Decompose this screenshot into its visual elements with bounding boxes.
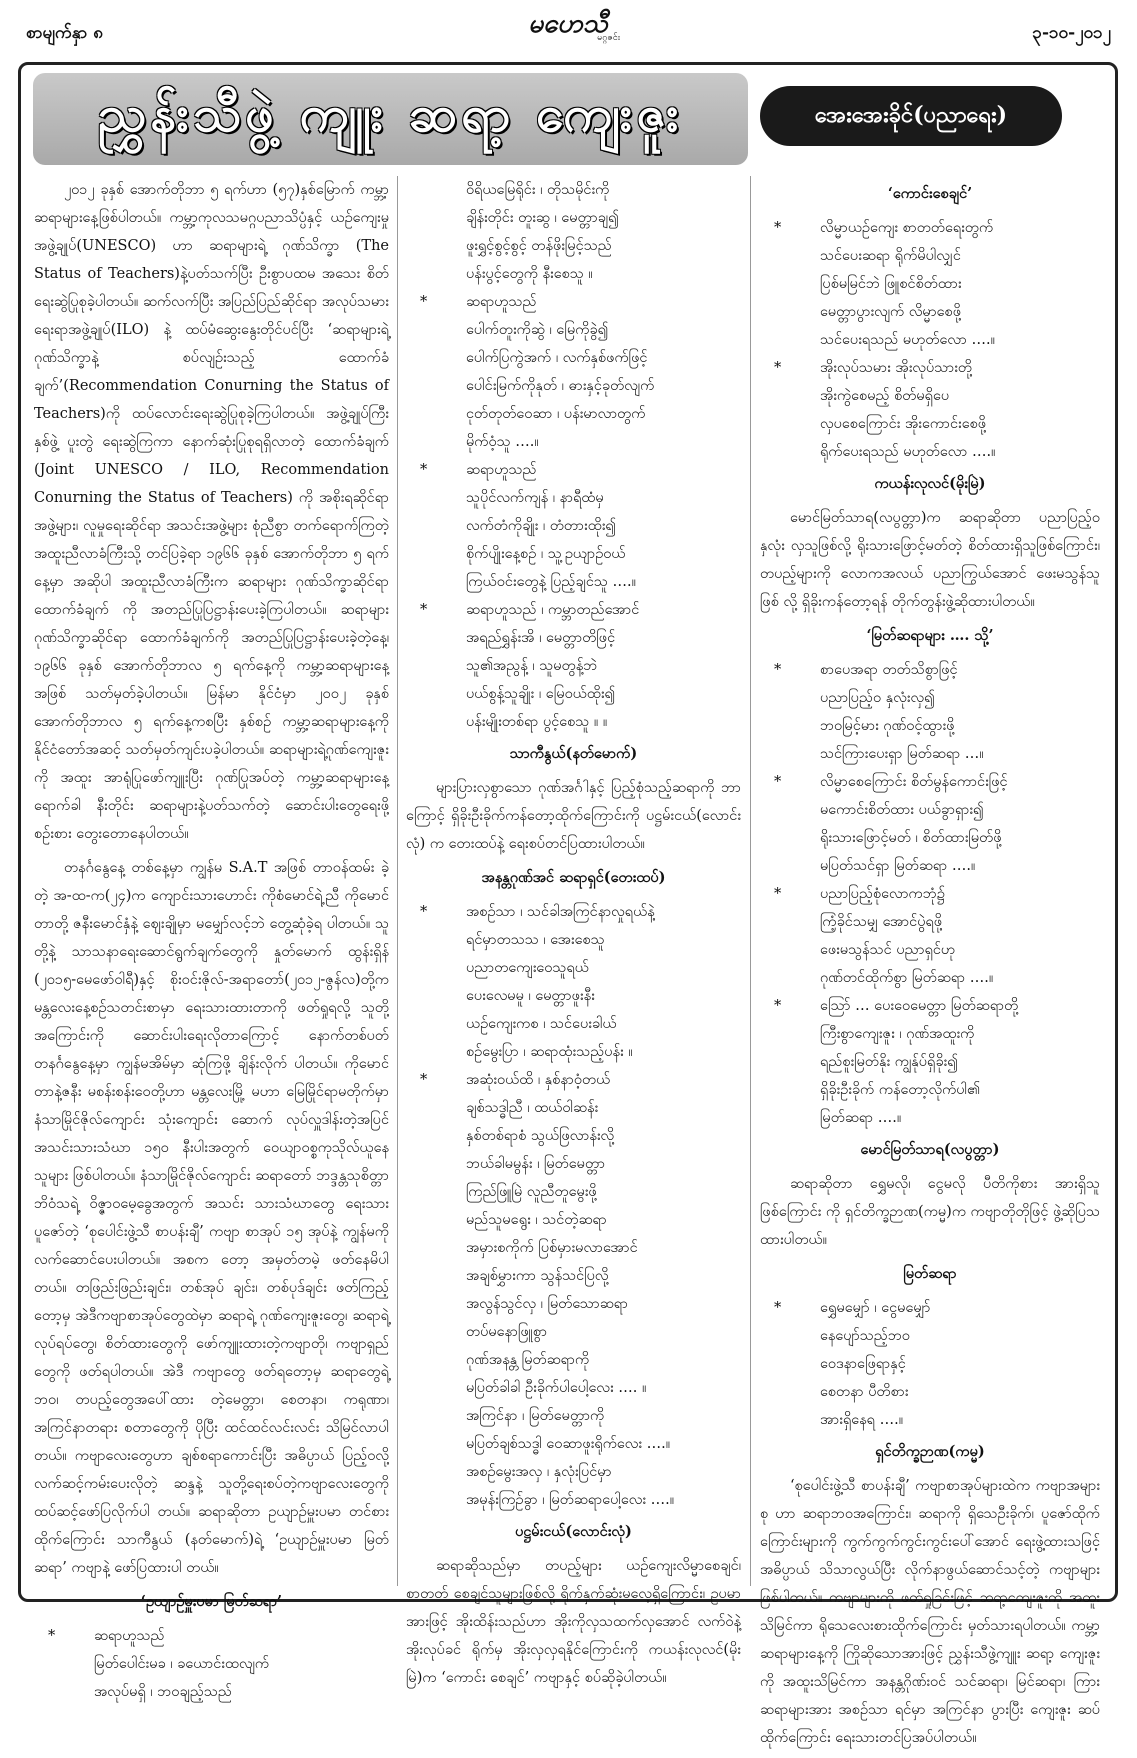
poem-heading: ကယန်းလုလင်(မိုးမြဲ) bbox=[874, 475, 986, 492]
poem-line: အလုပ်မရှိ ၊ ဘဝချည့်သည် bbox=[94, 1684, 232, 1700]
body-paragraph: ‘စုပေါင်းဖွဲ့သီ စာပန်းချီ’ ကဗျာစာအုပ်များထဲက ကဗျာအများစု ဟာ ဆရာဘဝအကြောင်း၊ ဆရာကို ရှိသေဦးခိုက်၊ ပူဇော်ထိုက် ကြောင်းများကို ကွက်ကွက်ကွင်းကွင်းပေါ်အောင် ရေးဖွဲ့ထားသဖြင့် အဓိပ္ပာယ် သိသာလွယ်ပြီး လိုက်နာဖွယ်ဆောင်သင့်တဲ့ ကဗျာများ ဖြစ်ပါတယ်။ ကဗျာများကို ဖတ်ရှုခြင်းဖြင့် ဆရာ့ကျေးဇူးကို အထူး သိမြင်ကာ ရိုသေလေးစားထိုက်ကြောင်း မှတ်သားရပါတယ်။ ကမ္ဘာ့ဆရာများနေ့ကို ကြိုဆိုသောအားဖြင့် ညွှန်းသီဖွဲ့ကျူး ဆရာ့ ကျေးဇူးကို အထူးသိမြင်ကာ အနန္တဂိုဏ်းဝင် သင်ဆရာ၊ မြင်ဆရာ၊ ကြားဆရာများအား အစဉ်သာ ရင်မှာ အကြင်နာ ပွားပြီး ကျေးဇူး ဆပ်ထိုက်ကြောင်း ရေးသားတင်ပြအပ်ပါတယ်။ bbox=[760, 1478, 1100, 1746]
poem-line: ချိန်းတိုင်း တူးဆွ ၊ မေတ္တာချ၍ bbox=[466, 210, 619, 226]
masthead-logo bbox=[508, 6, 628, 46]
masthead-subtitle: မဂ္ဂဇင်း bbox=[597, 33, 620, 43]
poem-line: မြတ်ဆရာ ….။ bbox=[820, 1110, 902, 1126]
poem-line: ကြီးစွာကျေးဇူး ၊ ဂုဏ်အထူးကို bbox=[820, 1026, 975, 1042]
poem-line: * ဆရာဟူသည် bbox=[34, 1622, 389, 1650]
poem-line: သင်ပေးဆရာ ရိုက်မိပါလျှင် bbox=[820, 248, 961, 264]
poem-line: ဂုဏ်တင်ထိုက်စွာ မြတ်ဆရာ ….။ bbox=[820, 970, 994, 986]
poem-line: စေတနာ ပီတိစား bbox=[820, 1384, 909, 1400]
poem-line: မပြတ်ချစ်သဒ္ဓါ ဝေဆာဖူးရိုက်လေး ….။ bbox=[466, 1436, 671, 1452]
poem-line: နှစ်တစ်ရာစံ သွယ်ဖြလာန်းလို့ bbox=[466, 1128, 615, 1144]
poem-line: ပေါင်းမြက်ကိုနုတ် ၊ ဓားနှင့်ခုတ်လျက် bbox=[466, 378, 655, 394]
poem-heading: မောင်မြတ်သာရ(လပွတ္တာ) bbox=[860, 1141, 1000, 1158]
poem-line: အစဉ်မွေးအလှ ၊ နှလုံးပြင်မှာ bbox=[466, 1464, 612, 1480]
poem-line: ပယ်စွန့်သူချိုး ၊ မြေဝယ်ထိုး၍ bbox=[466, 686, 616, 702]
page-header bbox=[0, 0, 1137, 58]
poem-line: မြတ်ပေါင်းမခ ၊ ခယောင်းထလျက် bbox=[94, 1656, 270, 1672]
poem-line: အလွန်သွင်လှ ၊ မြတ်သောဆရာ bbox=[466, 1296, 629, 1312]
poem-line: * အိုးလုပ်သမား အိုးလုပ်သားတို့ bbox=[760, 354, 1100, 382]
body-paragraph: ဆရာဆိုသည်မှာ တပည့်များ ယဉ်ကျေးလိမ္မာစေချင်၊ စာတတ် စေချင်သူများဖြစ်လို့ ရိုက်နှက်ဆုံးမလေ့ရှိကြောင်း၊ ဥပမာအားဖြင့် အိုးထိန်းသည်ဟာ အိုးကိုလှသထက်လှအောင် လက်ဝဲနဲ့ အိုးလုပ်ခင် ရိုက်မှ အိုးလှလှရနိုင်ကြောင်းကို ကယန်းလုလင်(မိုးမြဲ)က ‘ကောင်း စေချင်’ ကဗျာနှင့် စပ်ဆိုခဲ့ပါတယ်။ bbox=[406, 1558, 741, 1686]
body-paragraph: ဆရာဆိုတာ ရွှေမလို၊ ငွေမလို ပီတိကိုစား အားရှိသူဖြစ်ကြောင်း ကို ရှင်တိက္ခဉာဏ(ကမ္မ)က ကဗျာတိုတိုဖြင့် ဖွဲ့ဆိုပြသထားပါတယ်။ bbox=[760, 1176, 1100, 1248]
poem-line: ဘဝမြင့်မား ဂုဏ်ဝင့်ထွားဖို့ bbox=[820, 718, 955, 734]
poem-heading: ‘ကောင်းစေချင်’ bbox=[887, 185, 973, 202]
poem-heading: အနန္တဂုဏ်အင် ဆရာရှင်(တေးထပ်) bbox=[481, 869, 666, 886]
poem-line: ရင်မှာတသသ ၊ အေးစေသူ bbox=[466, 932, 605, 948]
poem-heading: ပဋ္ဌမ်းငယ်(လောင်းလုံ) bbox=[515, 1523, 632, 1540]
poem-line: ငုတ်တုတ်ဝေဆာ ၊ ပန်းမာလာတွက် bbox=[466, 406, 646, 422]
article-column-2 bbox=[406, 176, 741, 1698]
poem-line: သူ၏အညွန့် ၊ သူမတွန့်ဘဲ bbox=[466, 658, 598, 674]
column-divider bbox=[397, 176, 398, 1586]
poem-line: အမုန်းကြဉ်ခွာ ၊ မြတ်ဆရာပေါ့လေး ….။ bbox=[466, 1492, 675, 1508]
poem-line: ပေါက်တူးကိုဆွဲ ၊ မြေကိုခွဲ၍ bbox=[466, 322, 609, 338]
poem-line: အချစ်မွှားကာ သွန်သင်ပြလို့ bbox=[466, 1268, 609, 1284]
body-paragraph: မောင်မြတ်သာရ(လပွတ္တာ)က ဆရာဆိုတာ ပညာပြည့်ဝ နှလုံး လှသူဖြစ်လို့ ရိုးသားဖြောင့်မတ်တဲ့ စိတ်ထားရှိသူဖြစ်ကြောင်း၊ တပည့်များကို လောကအလယ် ပညာကြွယ်အောင် ဖေးမသွန်သူဖြစ် လို့ ရှိခိုးကန်တော့ရန် တိုက်တွန်းဖွဲ့ဆိုထားပါတယ်။ bbox=[760, 510, 1100, 610]
poem-line: * ဆရာဟူသည် bbox=[406, 288, 741, 316]
poem-line: ဝိရိယမြေရိုင်း ၊ တိုသမိုင်းကို bbox=[466, 182, 610, 198]
poem-line: * လိမ္မာစေကြောင်း စိတ်မွန်ကောင်းဖြင့် bbox=[760, 768, 1100, 796]
poem-line: * သြော် … ပေးဝေမေတ္တာ မြတ်ဆရာတို့ bbox=[760, 992, 1100, 1020]
poem-line: အားရှိနေရ ….။ bbox=[820, 1412, 904, 1428]
poem-line: ပေးလေမမူ ၊ မေတ္တာဖူးနီး bbox=[466, 988, 595, 1004]
poem-line: ကြံ့ခိုင်သမျှ အောင်ပွဲရဖို့ bbox=[820, 914, 943, 930]
poem-line: * ဆရာဟူသည် ၊ ကမ္ဘာတည်အောင် bbox=[406, 596, 741, 624]
poem-line: ယဉ်ကျေးကစ ၊ သင်ပေးခါယ် bbox=[466, 1016, 617, 1032]
poem-line: * အဆုံးဝယ်ထိ ၊ နှစ်နာဝံ့တယ် bbox=[406, 1066, 741, 1094]
poem-line: ရိုက်ပေးရသည် မဟုတ်လော ….။ bbox=[820, 444, 996, 460]
poem-line: မပြတ်သင်ရှာ မြတ်ဆရာ ….။ bbox=[820, 858, 976, 874]
poem-line: ဝေဒနာဖြေရာနှင့် bbox=[820, 1356, 906, 1372]
headline-banner bbox=[33, 73, 748, 165]
body-paragraph: များပြားလှစွာသော ဂုဏ်အင်္ဂါနှင့် ပြည့်စုံသည့်ဆရာကို ဘာ ကြောင့် ရှိခိုးဦးခိုက်ကန်တော့ထိုက်ကြောင်းကို ပဋ္ဌမ်းငယ်(လောင်းလုံ) က တေးထပ်နဲ့ ရေးစပ်တင်ပြထားပါတယ်။ bbox=[406, 780, 741, 852]
poem-line: စဉ်မွေးပြာ ၊ ဆရာထုံးသည့်ပန်း ။ bbox=[466, 1044, 633, 1060]
poem-line: စိုက်ပျိုးနေ့စဉ် ၊ သူ့ဥယျာဉ်ဝယ် bbox=[466, 546, 626, 562]
poem-line: ကြည်ဖြူမြဲ လူညီတူမွေးဖို့ bbox=[466, 1184, 597, 1200]
poem-line: ပြစ်မမြင်ဘဲ ဖြူစင်စိတ်ထား bbox=[820, 276, 962, 292]
poem-line: ပန်းမျိုးတစ်ရာ ပွင့်စေသူ ။ ။ bbox=[466, 714, 608, 730]
poem-line: မပြတ်ခါခါ ဦးခိုက်ပါပေါ့လေး …. ။ bbox=[466, 1380, 647, 1396]
poem-line: * ဆရာဟူသည် bbox=[406, 456, 741, 484]
poem-line: ပန်းပွင့်တွေကို နီးစေသူ ။ bbox=[466, 266, 593, 282]
poem-heading: သာကီနွယ်(နတ်မောက်) bbox=[509, 745, 638, 762]
poem-line: ဂုဏ်အနန္တ မြတ်ဆရာကို bbox=[466, 1352, 590, 1368]
poem-line: ပေါက်ပြကွဲအက် ၊ လက်နှစ်ဖက်ဖြင့် bbox=[466, 350, 648, 366]
poem-line: ဖေးမသွန်သင် ပညာရှင်ဟု bbox=[820, 942, 956, 958]
poem-line: * ပညာပြည့်စုံလောကဘုံ၌ bbox=[760, 880, 1100, 908]
poem-line: မေတ္တာပွားလျက် လိမ္မာစေဖို့ bbox=[820, 304, 961, 320]
page-number: စာမျက်နှာ ၈ bbox=[26, 23, 103, 43]
poem-line: သင်ပေးရသည် မဟုတ်လော ….။ bbox=[820, 332, 995, 348]
poem-line: မကောင်းစိတ်ထား ပယ်ခွာရှား၍ bbox=[820, 802, 984, 818]
article-column-1 bbox=[34, 176, 389, 1706]
poem-heading: ‘ဥယျာဉ်မှူးပမာ မြတ်ဆရာ’ bbox=[140, 1593, 283, 1610]
poem-line: မိုက်ဝံ့သူ ….။ bbox=[466, 434, 539, 450]
poem-heading: ရှင်တိက္ခဉာဏ(ကမ္မ) bbox=[875, 1443, 985, 1460]
poem-line: ရည်စူးမြတ်နိုး ကျွန်ုပ်ရှိခိုး၍ bbox=[820, 1054, 959, 1070]
poem-heading: ‘မြတ်ဆရာများ …. သို့’ bbox=[866, 627, 994, 644]
poem-line: ဘယ်ခါမမွန်း ၊ မြတ်မေတ္တာ bbox=[466, 1156, 606, 1172]
poem-line: * အစဉ်သာ ၊ သင်ခါအကြင်နာလှုရယ်နဲ့ bbox=[406, 898, 741, 926]
column-divider bbox=[750, 176, 751, 1586]
poem-line: တပ်မနောဖြူစွာ bbox=[466, 1324, 548, 1340]
author-badge bbox=[760, 86, 1062, 146]
poem-line: လှပစေကြောင်း အိုးကောင်းစေဖို့ bbox=[820, 416, 987, 432]
article-column-3 bbox=[760, 176, 1100, 1758]
body-paragraph: တနင်္ဂနွေနေ့ တစ်နေ့မှာ ကျွန်မ S.A.T အဖြစ် တာဝန်ထမ်း ခဲ့တဲ့ အ-ထ-က(၂၄)က ကျောင်းသားဟောင်း ကိုစံမောင်ရဲ့ညီ ကိုမောင်တာတို့ ဇနီးမောင်နှံနဲ့ ဈေးချိုမှာ မမျှော်လင့်ဘဲ တွေ့ဆုံခဲ့ရ ပါတယ်။ သူတို့နဲ့ သာသနာရေးဆောင်ရွက်ချက်တွေကို နှုတ်မောက် ထွန်းရှိန် (၂၀၁၅-မေဖော်ဝါရီ)နှင့် စိုးဝင်းဇိုလ်-အရာတော်(၂၀၁၂-ဇွန်လ)တို့က မန္တလေးနေ့စဉ်သတင်းစာမှာ ရေးသားထားတာကို ဖတ်ရှုရလို့ သူတို့အကြောင်းကို ဆောင်းပါးရေးလိုတာကြောင့် နောက်တစ်ပတ် တနင်္ဂနွေနေ့မှာ ကျွန်မအိမ်မှာ ဆုံကြဖို့ ချိန်းလိုက် ပါတယ်။ ကိုမောင်တာနဲ့ဇနီး မစန်းစန်းဝေတို့ဟာ မန္တလေးမြို့ မဟာ မြေမြိုင်ရာမတိုက်မှာ နံသာမြိုင်ဇိုလ်ကျောင်း သုံးကျောင်း ဆောက် လုပ်လှူဒါန်းတဲ့အပြင် အသင်းသားသံဃာ ၁၅၀ နီးပါးအတွက် ဝေယျာဝစ္စကုသိုလ်ယူနေသူများ ဖြစ်ပါတယ်။ နံသာမြိုင်ဇိုလ်ကျောင်း ဆရာတော် ဘဒ္ဒန္တသုစိတ္တာဘိဝံသရဲ့ ဝိဇ္ဇာဝမေ့ခွေအတွက် အသင်း သားသံဃာတွေ ရေးသားပူဇော်တဲ့ ‘စုပေါင်းဖွဲ့သီ စာပန်းချီ’ ကဗျာ စာအုပ် ၁၅ အုပ်နဲ့ ကျွန်မကို လက်ဆောင်ပေးပါတယ်။ အစက တော့ အမှတ်တမဲ့ ဖတ်နေမိပါတယ်။ တဖြည်းဖြည်းချင်း၊ တစ်အုပ် ချင်း၊ တစ်ပုဒ်ချင်း ဖတ်ကြည့်တော့မှ အဲဒီကဗျာစာအုပ်တွေထဲမှာ ဆရာရဲ့ ဂုဏ်ကျေးဇူးတွေ၊ ဆရာရဲ့လုပ်ရပ်တွေ၊ စိတ်ထားတွေကို ဖော်ကျူးထားတဲ့ကဗျာတို၊ ကဗျာရှည်တွေကို ဖတ်ရပါတယ်။ အဲဒီ ကဗျာတွေ ဖတ်ရတော့မှ ဆရာတွေရဲ့ ဘဝ၊ တပည့်တွေအပေါ်ထား တဲ့မေတ္တာ၊ စေတနာ၊ ကရုဏာ၊ အကြင်နာတရား စတာတွေကို ပိုပြီး ထင်ထင်လင်းလင်း သိမြင်လာပါတယ်။ ကဗျာလေးတွေဟာ ချစ်စရာကောင်းပြီး အဓိပ္ပာယ် ပြည့်ဝလို့ လက်ဆင့်ကမ်းပေးလိုတဲ့ ဆန္ဒနဲ့ သူတို့ရေးစပ်တဲ့ကဗျာလေးတွေကို ထပ်ဆင့်ဖော်ပြလိုက်ပါ တယ်။ ဆရာဆိုတာ ဥယျာဉ်မှူးပမာ တင်စားထိုက်ကြောင်း သာကီနွယ် (နတ်မောက်)ရဲ့ ‘ဥယျာဉ်မှူးပမာ မြတ်ဆရာ’ ကဗျာနဲ့ ဖော်ပြထားပါ တယ်။ bbox=[34, 860, 389, 1576]
poem-heading: မြတ်ဆရာ bbox=[903, 1265, 957, 1282]
poem-line: လက်တံကိုချိုး ၊ တံတားထိုး၍ bbox=[466, 518, 617, 534]
poem-line: မည်သူမရွေး ၊ သင်တဲ့ဆရာ bbox=[466, 1212, 607, 1228]
poem-line: အိုးကွဲစေမည့် စိတ်မရှိပေ bbox=[820, 388, 950, 404]
poem-line: ချစ်သဒ္ဓါညီ ၊ ထယ်ဝါဆန်း bbox=[466, 1100, 599, 1116]
article-title: ညွှန်းသီဖွဲ့ ကျူး ဆရာ့ ကျေးဇူး bbox=[98, 83, 683, 143]
poem-line: * ရွှေမမျှော် ၊ ငွေမမျှော် bbox=[760, 1294, 1100, 1322]
poem-line: အရည်ရွှန်းအိ ၊ မေတ္တာတိဖြင့် bbox=[466, 630, 616, 646]
poem-line: ရိုးသားဖြောင့်မတ် ၊ စိတ်ထားမြတ်ဖို့ bbox=[820, 830, 1002, 846]
masthead-title: မဟေသီ bbox=[528, 9, 608, 39]
body-paragraph: ၂၀၁၂ ခုနှစ် အောက်တိုဘာ ၅ ရက်ဟာ (၅၇)နှစ်မြောက် ကမ္ဘာ့ဆရာများနေ့ဖြစ်ပါတယ်။ ကမ္ဘာ့ကုလသမဂ္ဂပညာသိပ္ပံနှင့် ယဉ်ကျေးမှုအဖွဲ့ချုပ်(UNESCO) ဟာ ဆရာများရဲ့ ဂုဏ်သိက္ခာ (The Status of Teachers)နဲ့ပတ်သက်ပြီး ဦးစွာပထမ အသေး စိတ် ရေးဆွဲပြုစုခဲ့ပါတယ်။ ဆက်လက်ပြီး အပြည်ပြည်ဆိုင်ရာ အလုပ်သမားရေးရာအဖွဲ့ချုပ်(ILO) နဲ့ ထပ်မံဆွေးနွေးတိုင်ပင်ပြီး ‘ဆရာများရဲ့ဂုဏ်သိက္ခာနဲ့ စပ်လျဉ်းသည့် ထောက်ခံချက်’(Recommendation Conurning the Status of Teachers)ကို ထပ်လောင်းရေးဆွဲပြုစုခဲ့ကြပါတယ်။ အဖွဲ့ချုပ်ကြီးနှစ်ဖွဲ့ ပူးတွဲ ရေးဆွဲကြကာ နောက်ဆုံးပြုစုရရှိလာတဲ့ ထောက်ခံချက် (Joint UNESCO / ILO, Recommendation Conurning the Status of Teachers) ကို အစိုးရဆိုင်ရာအဖွဲ့များ၊ လူမှုရေးဆိုင်ရာ အသင်းအဖွဲ့များ စုံညီစွာ တက်ရောက်ကြတဲ့ အထူးညီလာခံကြီးသို့ တင်ပြခဲ့ရာ ၁၉၆၆ ခုနှစ် အောက်တိုဘာ ၅ ရက်နေ့မှာ အဆိုပါ အထူးညီလာခံကြီးက ဆရာများ ဂုဏ်သိက္ခာဆိုင်ရာထောက်ခံချက် ကို အတည်ပြုပြဋ္ဌာန်းပေးခဲ့ကြပါတယ်။ ဆရာများဂုဏ်သိက္ခာဆိုင်ရာ ထောက်ခံချက်ကို အတည်ပြုပြဋ္ဌာန်းပေးခဲ့တဲ့နေ့၊ ၁၉၆၆ ခုနှစ် အောက်တိုဘာလ ၅ ရက်နေ့ကို ကမ္ဘာ့ဆရာများနေ့ အဖြစ် သတ်မှတ်ခဲ့ပါတယ်။ မြန်မာ နိုင်ငံမှာ ၂၀၀၂ ခုနှစ် အောက်တိုဘာလ ၅ ရက်နေ့ကစပြီး နှစ်စဉ် ကမ္ဘာ့ဆရာများနေ့ကို နိုင်ငံတော်အဆင့် သတ်မှတ်ကျင်းပခဲ့ပါတယ်။ ဆရာများရဲ့ဂုဏ်ကျေးဇူးကို အထူး အာရုံပြုဖော်ကျူးပြီး ဂုဏ်ပြုအပ်တဲ့ ကမ္ဘာ့ဆရာများနေ့ ရောက်ခါ နီးတိုင်း ဆရာများနဲ့ပတ်သက်တဲ့ ဆောင်းပါးတွေရေးဖို့ စဉ်းစား တွေးတောနေပါတယ်။ bbox=[34, 182, 389, 842]
poem-line: အကြင်နာ ၊ မြတ်မေတ္တာကို bbox=[466, 1408, 605, 1424]
poem-line: သင်ကြားပေးရှာ မြတ်ဆရာ …။ bbox=[820, 746, 984, 762]
author-name: အေးအေးခိုင်(ပညာရေး) bbox=[814, 101, 1008, 128]
poem-line: * စာပေအရာ တတ်သိစွာဖြင့် bbox=[760, 656, 1100, 684]
poem-line: ကြယ်ဝင်းတွေနဲ့ ပြည့်ချင်သူ ….။ bbox=[466, 574, 637, 590]
issue-date: ၃-၁၀-၂၀၁၂ bbox=[1032, 23, 1111, 43]
poem-line: ပညာပြည့်ဝ နှလုံးလှ၍ bbox=[820, 690, 935, 706]
poem-line: သူပိုင်လက်ကျန် ၊ နာရီထံမှ bbox=[466, 490, 604, 506]
poem-line: * လိမ္မာယဉ်ကျေး စာတတ်ရေးတွက် bbox=[760, 214, 1100, 242]
poem-line: နေပျော်သည့်ဘဝ bbox=[820, 1328, 910, 1344]
poem-line: ရှိခိုးဦးခိုက် ကန်တော့လိုက်ပါ၏ bbox=[820, 1082, 980, 1098]
poem-line: ပညာတကျေးဝေသူရယ် bbox=[466, 960, 589, 976]
poem-line: ဖူးရွှင့်စွင့်စွင့် တန်ဖိုးမြင့်သည် bbox=[466, 238, 612, 254]
poem-line: အမှားစကိုက် ပြစ်မှားမလာအောင် bbox=[466, 1240, 638, 1256]
